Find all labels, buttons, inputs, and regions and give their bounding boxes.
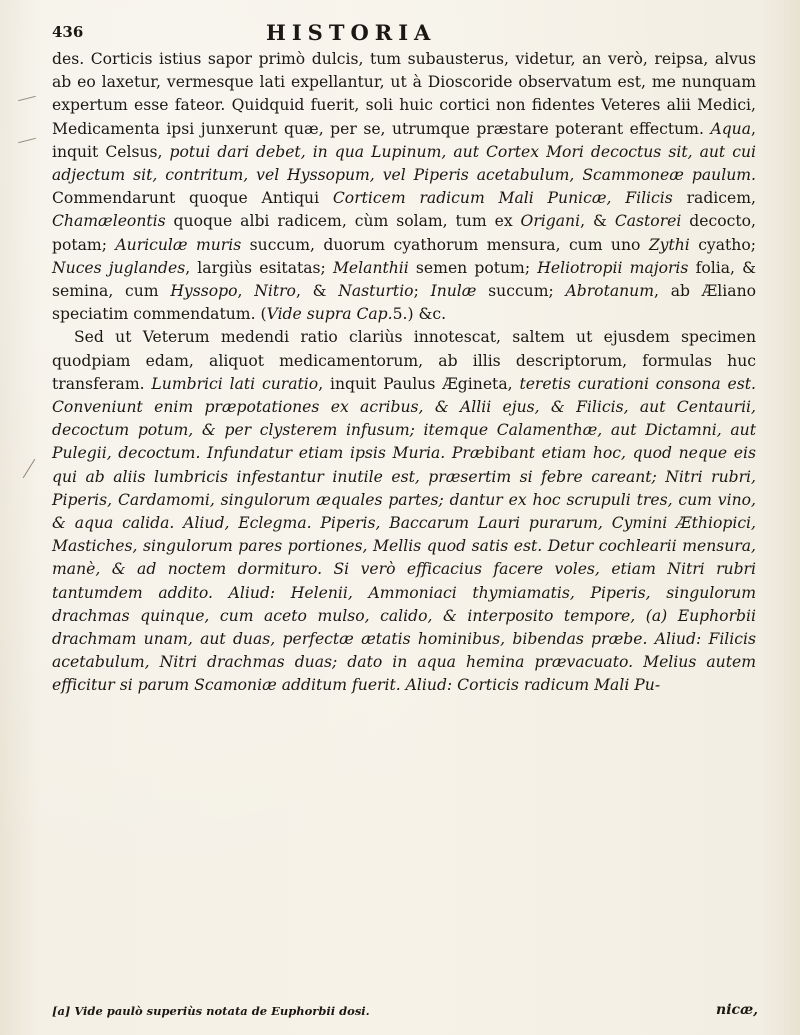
text-run: folia, & semina, cum	[52, 258, 756, 301]
italic-text-run: potui dari debet, in qua Lupinum, aut Cortex Mori decoctus sit, aut cui adjectum sit, contritum, vel Hyssopum, vel Piperis acetabulum, Scammoneæ paulum.	[52, 142, 757, 185]
paragraph	[52, 48, 756, 326]
text-run: ,	[237, 282, 255, 301]
text-run: des. Corticis istius sapor primò dulcis, tum subausterus, videtur, an verò, reipsa, alvus ab eo laxetur, vermesque lati expellantur, ut à Dioscoride observatum est, me nunquam expertum esse fateor. Quidquid fuerit, soli huic cortici non fidentes Veteres alii Medici, Medicamenta ipsi junxerunt quæ, per se, utrumque præstare poterant effectum.	[52, 50, 756, 138]
italic-text-run: Lumbrici lati curatio	[151, 374, 319, 393]
text-run: quoque albi radicem, cùm solam, tum ex	[165, 212, 521, 231]
italic-text-run: teretis curationi consona est. Conveniunt enim præpotationes ex acribus, & Allii ejus, & Filicis, aut Centaurii, decoctum potum, & per clysterem infusum; itemque Calamenthæ, aut Dictamni, aut Pulegii, decoctum. Infundatur etiam ipsis Muria. Præbibant etiam hoc, quod neque eis qui ab aliis lumbricis infestantur inutile est, præsertim si febre careant; Nitri rubri, Piperis, Cardamomi, singulorum æquales partes; dantur ex hoc scrupuli tres, cum vino, & aqua calida. Aliud, Eclegma. Piperis, Baccarum Lauri purarum, Cymini Æthiopici, Mastiches, singulorum pares portiones, Mellis quod satis est. Detur cochlearii mensura, manè, & ad noctem dormituro. Si verò efficacius facere voles, etiam Nitri rubri tantumdem addito. Aliud: Helenii, Ammoniaci thymiamatis, Piperis, singulorum drachmas quinque, cum aceto mulso, calido, & interposito tempore, (a) Euphorbii drachmam unam, aut duas, perfectæ ætatis hominibus, bibendas præbe. Aliud: Filicis acetabulum, Nitri drachmas duas; dato in aqua hemina prævacuato. Melius autem efficitur si parum Scamoniæ additum fuerit. Aliud: Corticis radicum Mali Pu-	[52, 374, 756, 695]
text-run: succum;	[476, 282, 566, 301]
text-run: , ab Æliano speciatim commendatum. (	[52, 282, 756, 324]
italic-text-run: Vide supra Cap.	[266, 305, 393, 324]
text-run: , largiùs esitatas;	[185, 258, 333, 277]
italic-text-run: Inulæ	[430, 282, 477, 301]
italic-text-run: Nasturtio	[338, 282, 414, 301]
italic-text-run: Aqua	[710, 119, 752, 138]
italic-text-run: Heliotropii majoris	[537, 258, 689, 277]
text-run: , inquit Celsus,	[52, 119, 756, 161]
text-run: , &	[580, 212, 615, 231]
italic-text-run: Nitro	[254, 282, 296, 301]
footnote: [a] Vide paulò superiùs notata de Euphorbii dosi.	[52, 1004, 370, 1018]
body-text	[52, 48, 756, 698]
text-run: Commendarunt quoque Antiqui	[52, 189, 333, 208]
italic-text-run: Zythi	[648, 235, 690, 254]
italic-text-run: Origani	[520, 212, 581, 231]
italic-text-run: Melanthii	[332, 258, 409, 277]
paragraph	[52, 326, 756, 697]
italic-text-run: Abrotanum	[565, 282, 655, 301]
italic-text-run: Nuces juglandes	[52, 258, 186, 277]
margin-mark	[18, 96, 36, 101]
italic-text-run: Chamæleontis	[52, 212, 166, 231]
text-run: cyatho;	[689, 235, 756, 254]
italic-text-run: Hyssopo	[170, 282, 238, 301]
text-run: semen potum;	[408, 258, 538, 277]
text-run: Sed ut Veterum medendi ratio clariùs innotescat, saltem ut ejusdem specimen quodpiam edam, aliquot medicamentorum, ab illis descriptorum, formulas huc transferam.	[52, 328, 756, 393]
catchword: nicæ,	[716, 1002, 758, 1018]
text-run: decocto, potam;	[52, 212, 756, 254]
italic-text-run: Castorei	[614, 212, 682, 231]
text-run: 5.) &c.	[392, 305, 447, 324]
italic-text-run: Auriculæ muris	[115, 235, 242, 254]
margin-mark	[18, 138, 36, 143]
text-run: , inquit Paulus Ægineta,	[318, 374, 520, 393]
running-head: HISTORIA	[266, 20, 437, 45]
page-number: 436	[52, 23, 84, 41]
text-run: radicem,	[672, 189, 757, 208]
text-run: , &	[295, 282, 339, 301]
page-header	[52, 20, 772, 48]
margin-mark	[23, 459, 36, 478]
italic-text-run: Corticem radicum Mali Punicæ, Filicis	[332, 189, 673, 208]
text-run: succum, duorum cyathorum mensura, cum uno	[241, 235, 649, 254]
text-run: ;	[413, 282, 431, 301]
